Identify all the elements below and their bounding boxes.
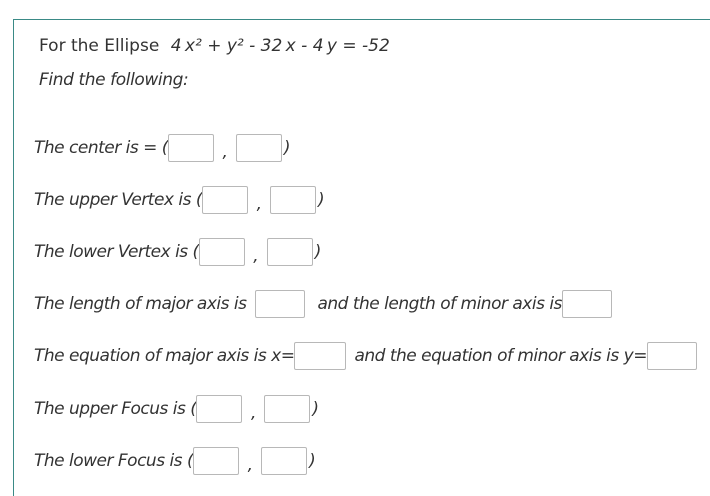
minor-axis-length-label: and the length of minor axis is <box>317 294 562 314</box>
major-axis-equation-label: The equation of major axis is x= <box>34 346 295 366</box>
lower-vertex-label: The lower Vertex is ( <box>34 242 199 262</box>
lower-focus-y-input[interactable] <box>261 447 307 475</box>
problem-lead: For the Ellipse <box>39 36 160 56</box>
ellipse-equation: 4 x² + y² - 32 x - 4 y = -52 <box>170 36 390 56</box>
center-x-input[interactable] <box>168 134 214 162</box>
lower-focus-label: The lower Focus is ( <box>34 451 194 471</box>
lower-focus-question <box>34 447 315 475</box>
instruction: Find the following: <box>39 70 189 90</box>
lower-vertex-close-paren: ) <box>314 242 321 262</box>
upper-vertex-close-paren: ) <box>318 190 325 210</box>
upper-focus-comma: , <box>250 403 256 423</box>
upper-focus-question <box>34 395 319 423</box>
upper-vertex-label: The upper Vertex is ( <box>34 190 203 210</box>
lower-vertex-y-input[interactable] <box>267 238 313 266</box>
lower-vertex-question <box>34 238 321 266</box>
axis-equation-question <box>34 342 697 370</box>
upper-focus-close-paren: ) <box>312 399 319 419</box>
center-label: The center is = ( <box>34 138 168 158</box>
minor-axis-length-input[interactable] <box>562 290 612 318</box>
lower-vertex-x-input[interactable] <box>199 238 245 266</box>
lower-focus-close-paren: ) <box>309 451 316 471</box>
major-axis-length-label: The length of major axis is <box>34 294 247 314</box>
upper-focus-x-input[interactable] <box>196 395 242 423</box>
upper-focus-y-input[interactable] <box>264 395 310 423</box>
minor-axis-equation-label: and the equation of minor axis is y= <box>354 346 647 366</box>
problem-statement <box>39 36 390 56</box>
minor-axis-equation-input[interactable] <box>647 342 697 370</box>
lower-focus-comma: , <box>247 455 253 475</box>
upper-focus-label: The upper Focus is ( <box>34 399 197 419</box>
center-question <box>34 134 290 162</box>
major-axis-length-input[interactable] <box>255 290 305 318</box>
center-close-paren: ) <box>283 138 291 158</box>
upper-vertex-comma: , <box>256 194 262 214</box>
center-comma: , <box>222 142 228 162</box>
upper-vertex-x-input[interactable] <box>202 186 248 214</box>
lower-vertex-comma: , <box>253 246 259 266</box>
upper-vertex-y-input[interactable] <box>270 186 316 214</box>
axis-length-question <box>34 290 612 318</box>
major-axis-equation-input[interactable] <box>294 342 346 370</box>
center-y-input[interactable] <box>236 134 282 162</box>
lower-focus-x-input[interactable] <box>193 447 239 475</box>
upper-vertex-question <box>34 186 324 214</box>
